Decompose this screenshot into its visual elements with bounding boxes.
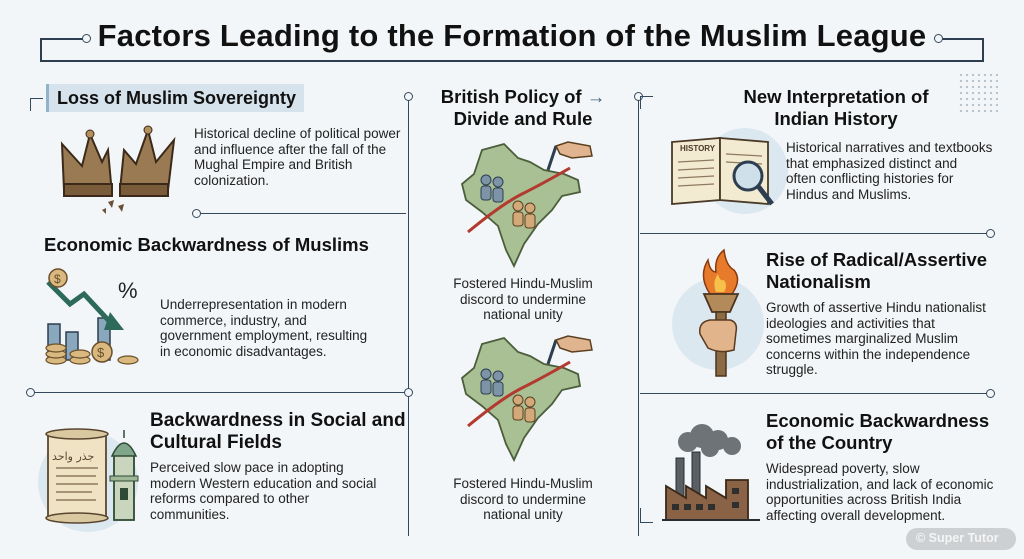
separator-dot [986,229,995,238]
heading-line: Divide and Rule [453,108,593,129]
declining-chart-coins-icon [40,264,148,368]
section-heading-loss-of-sovereignty: Loss of Muslim Sovereignty [46,84,304,112]
factory-smoke-icon [662,424,762,524]
caption-line: discord to undermine [459,491,587,507]
text-line: that emphasized distinct and [786,155,958,171]
text-line: industrialization, and lack of economic [766,476,994,492]
section-heading-economic-backwardness-muslims: Economic Backwardness of Muslims [44,234,369,255]
text-line: Historical narratives and textbooks [786,140,993,155]
heading-line: Rise of Radical/Assertive [766,249,988,270]
text-line: Historical decline of political power [194,126,401,141]
caption-line: national unity [483,307,563,322]
text-line: reforms compared to other [150,491,310,506]
text-line: Widespread poverty, slow [766,461,920,476]
right-separator-2 [640,393,990,394]
text-line: affecting overall development. [766,507,946,523]
heading-line-text: British Policy of [440,86,582,107]
text-line: colonization. [194,172,270,188]
left-section1-bracket [30,98,43,111]
section-heading-social-cultural [150,410,406,454]
watermark-text: © Super Tutor [916,531,999,545]
section-heading-divide-and-rule [420,86,626,130]
column-divider-right [638,96,639,536]
heading-line: of the Country [766,432,893,453]
caption-line: discord to undermine [459,291,587,307]
text-line: ideologies and activities that [766,315,935,331]
heading-line: Indian History [774,108,898,129]
separator-dot [26,388,35,397]
divider-dot [404,92,413,101]
section-heading-new-interpretation [726,86,946,130]
text-line: often conflicting histories for [786,171,954,186]
caption-line: Fostered Hindu-Muslim [453,476,593,491]
page-title: Factors Leading to the Formation of the Muslim League [97,18,927,53]
text-line: modern Western education and social [150,475,377,491]
section-heading-economic-backwardness-country [766,410,989,454]
text-line: opportunities across British India [766,492,962,507]
scroll-arabic-text: جذر واحد [52,450,95,463]
decorative-dot-grid [958,72,998,112]
left-separator-2 [30,392,406,393]
book-label: HISTORY [680,144,716,153]
svg-text:$: $ [54,272,61,286]
text-line: Mughal Empire and British [194,157,353,172]
arrow-icon: → [586,86,606,107]
text-line: struggle. [766,362,818,377]
text-line: in economic disadvantages. [160,343,327,359]
text-line: Perceived slow pace in adopting [150,460,344,475]
section-text-new-interpretation [786,140,1001,202]
separator-dot [986,389,995,398]
section-text-loss-of-sovereignty [194,126,404,188]
caption-line: national unity [483,507,563,522]
section-text-economic-backwardness-muslims [160,297,400,359]
heading-line: Backwardness in Social and [150,410,406,431]
section-text-social-cultural [150,460,400,522]
text-line: concerns within the independence [766,346,971,362]
heading-line [420,86,626,108]
svg-text:$: $ [97,345,105,360]
text-line: Hindus and Muslims. [786,186,912,202]
right-separator-1 [640,233,990,234]
text-line: and influence after the fall of the [194,141,387,157]
heading-line: Nationalism [766,271,871,292]
section-text-economic-backwardness-country [766,461,1006,523]
title-frame-bottom [40,60,984,62]
heading-line: Economic Backwardness [766,410,990,431]
caption-line: Fostered Hindu-Muslim [453,276,593,291]
left-separator-1 [196,213,406,214]
torch-icon [686,250,756,378]
text-line: Underrepresentation in modern [160,297,347,312]
separator-dot [192,209,201,218]
column-divider-left [408,96,409,536]
text-line: government employment, resulting [160,328,368,343]
text-line: commerce, industry, and [160,312,307,328]
section-text-radical-nationalism [766,300,996,378]
heading-line: New Interpretation of [743,86,929,107]
heading-line: Cultural Fields [150,432,282,453]
scroll-minaret-icon [36,424,146,528]
text-line: Growth of assertive Hindu nationalist [766,300,986,315]
right-section-bracket [640,96,653,109]
separator-dot [404,388,413,397]
text-line: communities. [150,506,230,522]
india-map-divided-icon [452,140,602,270]
india-map-divided-icon [452,334,602,464]
section-heading-radical-nationalism [766,249,987,293]
right-section3-bracket [640,508,653,523]
map-caption-1 [420,276,626,323]
svg-text:%: % [118,278,138,303]
text-line: sometimes marginalized Muslim [766,331,959,346]
broken-crown-icon [58,120,178,216]
map-caption-2 [420,476,626,523]
